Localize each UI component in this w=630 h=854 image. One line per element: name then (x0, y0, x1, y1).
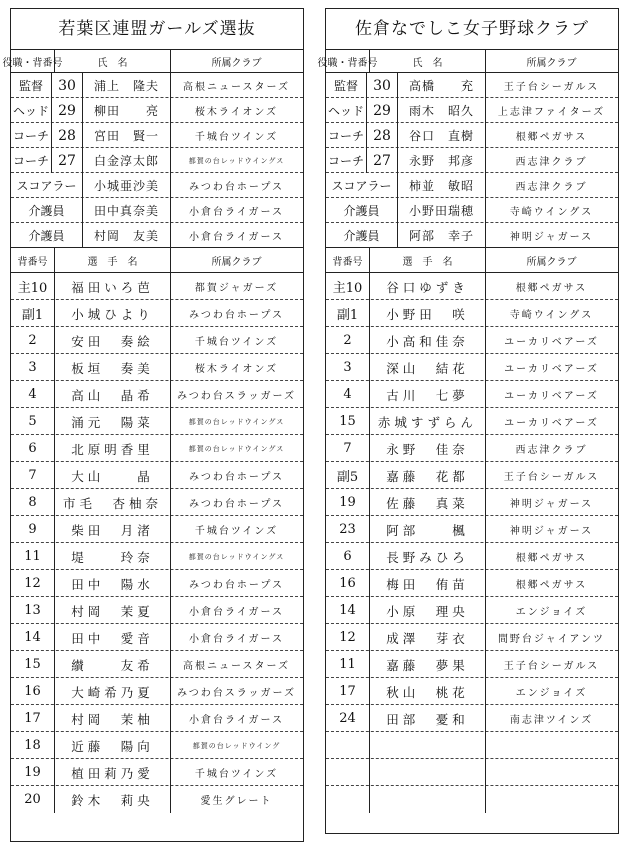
roster-table-right (317, 8, 619, 834)
staff-number: 30 (58, 77, 76, 94)
staff-row (326, 73, 618, 98)
staff-name: 永野 邦彦 (398, 148, 486, 173)
staff-number: 28 (373, 127, 391, 144)
staff-row (326, 98, 618, 123)
column-header: 背番号 (326, 248, 370, 272)
player-row (326, 327, 618, 354)
staff-role-number (326, 73, 398, 98)
player-row (326, 462, 618, 489)
player-number: 6 (326, 543, 370, 570)
player-name: 鈴木 莉央 (55, 786, 171, 813)
player-row (11, 435, 303, 462)
staff-role-number (326, 98, 398, 123)
staff-row (11, 198, 303, 223)
player-number: 17 (11, 705, 55, 732)
player-row (11, 273, 303, 300)
player-club: 高根ニュースターズ (183, 661, 290, 672)
staff-number: 27 (373, 152, 391, 169)
player-number (326, 759, 370, 786)
player-number (326, 732, 370, 759)
player-club: 千城台ツインズ (194, 769, 279, 780)
player-name: 村岡 茉夏 (55, 597, 171, 624)
player-name: 長野みひろ (370, 543, 486, 570)
player-club: 根郷ペガサス (515, 553, 588, 564)
player-name: 嘉藤 花都 (370, 462, 486, 489)
staff-club: 小倉台ライガース (189, 232, 284, 243)
staff-header-row (2, 50, 303, 73)
player-club: 王子台シーガルス (503, 661, 600, 672)
staff-role-number (11, 98, 83, 123)
staff-role: コーチ (11, 148, 52, 173)
player-club: 王子台シーガルス (503, 472, 600, 483)
player-club: 桜木ライオンズ (194, 364, 279, 375)
player-club: ユーカリベアーズ (504, 364, 599, 375)
player-club: ユーカリベアーズ (504, 391, 599, 402)
staff-club: 桜木ライオンズ (194, 107, 279, 118)
player-number: 11 (11, 543, 55, 570)
staff-number: 28 (58, 127, 76, 144)
staff-role: コーチ (326, 123, 367, 148)
staff-row (11, 148, 303, 173)
player-name: 纉 友希 (55, 651, 171, 678)
player-number: 16 (326, 570, 370, 597)
player-number: 12 (326, 624, 370, 651)
player-name: 梅田 侑苗 (370, 570, 486, 597)
player-club: 間野台ジャイアンツ (497, 634, 606, 645)
staff-club: 神明ジャガース (509, 232, 594, 243)
player-row (326, 354, 618, 381)
player-name: 小原 理央 (370, 597, 486, 624)
staff-name: 田中真奈美 (83, 198, 171, 223)
player-row (11, 597, 303, 624)
staff-number: 27 (58, 152, 76, 169)
player-row (326, 732, 618, 759)
player-club: エンジョイズ (515, 688, 588, 699)
staff-role: 介護員 (326, 198, 398, 223)
player-number: 24 (326, 705, 370, 732)
player-name: 小野田 咲 (370, 300, 486, 327)
player-row (11, 732, 303, 759)
player-name: 高山 晶希 (55, 381, 171, 408)
player-club: 都賀の台レッドウイング (192, 741, 281, 750)
player-row (326, 435, 618, 462)
player-name: 堤 玲奈 (55, 543, 171, 570)
player-number: 20 (11, 786, 55, 813)
player-number: 7 (11, 462, 55, 489)
player-number: 12 (11, 570, 55, 597)
player-row (326, 597, 618, 624)
player-number: 副1 (11, 300, 55, 327)
player-number: 主10 (11, 273, 55, 300)
player-row (11, 678, 303, 705)
player-name: 赤城すずらん (370, 408, 486, 435)
player-row (11, 354, 303, 381)
team-title: 佐倉なでしこ女子野球クラブ (326, 9, 618, 50)
player-number: 23 (326, 516, 370, 543)
player-name: 嘉藤 夢果 (370, 651, 486, 678)
player-row (11, 516, 303, 543)
player-name: 涌元 陽菜 (55, 408, 171, 435)
player-row (326, 381, 618, 408)
staff-club: 西志津クラブ (515, 157, 588, 168)
player-number: 5 (11, 408, 55, 435)
column-header: 所属クラブ (526, 57, 577, 69)
staff-number: 29 (373, 102, 391, 119)
player-number: 16 (11, 678, 55, 705)
staff-role-number (326, 123, 398, 148)
staff-row (11, 98, 303, 123)
column-header: 所属クラブ (526, 256, 577, 268)
player-name: 村岡 茉柚 (55, 705, 171, 732)
player-number: 主10 (326, 273, 370, 300)
staff-row (11, 223, 303, 248)
staff-row (326, 198, 618, 223)
player-club: みつわ台ホープス (189, 580, 284, 591)
staff-role: スコアラー (326, 173, 398, 198)
staff-name: 村岡 友美 (83, 223, 171, 248)
player-club: 根郷ペガサス (515, 283, 588, 294)
player-row (326, 489, 618, 516)
player-row (326, 273, 618, 300)
staff-role: コーチ (11, 123, 52, 148)
player-number: 副1 (326, 300, 370, 327)
player-club: 千城台ツインズ (194, 526, 279, 537)
player-number: 2 (11, 327, 55, 354)
player-row (11, 381, 303, 408)
player-club: 都賀の台レッドウイングス (188, 444, 285, 453)
staff-name: 高橋 充 (398, 73, 486, 98)
staff-club: 根郷ペガサス (515, 132, 588, 143)
column-header: 選 手 名 (55, 248, 171, 272)
staff-club: 小倉台ライガース (189, 207, 284, 218)
player-name (370, 786, 486, 813)
player-number: 2 (326, 327, 370, 354)
player-club: 都賀ジャガーズ (194, 283, 279, 294)
player-name: 小高和佳奈 (370, 327, 486, 354)
player-club: みつわ台ホープス (189, 310, 284, 321)
player-row (11, 624, 303, 651)
player-club: 愛生グレート (200, 796, 273, 807)
staff-role: 介護員 (11, 198, 83, 223)
player-name: 近藤 陽向 (55, 732, 171, 759)
player-club (486, 759, 617, 786)
player-number: 9 (11, 516, 55, 543)
player-name: 市毛 杏柚奈 (55, 489, 171, 516)
staff-row (326, 223, 618, 248)
player-number: 13 (11, 597, 55, 624)
staff-name: 阿部 幸子 (398, 223, 486, 248)
player-row (326, 624, 618, 651)
staff-name: 柳田 亮 (83, 98, 171, 123)
staff-name: 小城亜沙美 (83, 173, 171, 198)
player-club: 神明ジャガース (509, 526, 594, 537)
staff-club: 都賀の台レッドウイングス (188, 156, 285, 165)
staff-row (326, 148, 618, 173)
player-number: 8 (11, 489, 55, 516)
player-row (326, 759, 618, 786)
staff-role-number (11, 73, 83, 98)
staff-name: 浦上 隆夫 (83, 73, 171, 98)
staff-role-number (11, 148, 83, 173)
player-club: 寺崎ウイングス (509, 310, 594, 321)
player-name: 田中 陽水 (55, 570, 171, 597)
player-name: 小城ひより (55, 300, 171, 327)
player-name: 永野 佳奈 (370, 435, 486, 462)
player-club: みつわ台スラッガーズ (176, 391, 297, 402)
player-number: 3 (11, 354, 55, 381)
staff-club: 上志津ファイターズ (497, 107, 606, 118)
player-row (326, 543, 618, 570)
staff-name: 雨木 昭久 (398, 98, 486, 123)
roster-table-left (2, 8, 304, 842)
player-row (326, 651, 618, 678)
player-name: 阿部 楓 (370, 516, 486, 543)
player-header-row (326, 248, 618, 273)
staff-number: 30 (373, 77, 391, 94)
player-name: 秋山 桃花 (370, 678, 486, 705)
staff-header-row (317, 50, 618, 73)
player-club: 南志津ツインズ (509, 715, 594, 726)
player-club (486, 786, 617, 813)
player-club (486, 732, 617, 759)
player-name: 田部 憂和 (370, 705, 486, 732)
staff-club: 寺崎ウイングス (509, 207, 594, 218)
player-club: 根郷ペガサス (515, 580, 588, 591)
column-header: 所属クラブ (211, 256, 262, 268)
player-row (11, 570, 303, 597)
staff-role: 介護員 (326, 223, 398, 248)
staff-role: 監督 (326, 73, 367, 98)
player-number: 17 (326, 678, 370, 705)
staff-role: ヘッド (11, 98, 52, 123)
player-club: エンジョイズ (515, 607, 588, 618)
player-row (326, 570, 618, 597)
player-name: 田中 愛音 (55, 624, 171, 651)
column-header: 選 手 名 (370, 248, 486, 272)
player-row (326, 300, 618, 327)
player-club: 小倉台ライガース (189, 634, 284, 645)
staff-name: 小野田瑞穂 (398, 198, 486, 223)
player-name: 北原明香里 (55, 435, 171, 462)
player-row (11, 759, 303, 786)
player-row (11, 543, 303, 570)
player-number: 3 (326, 354, 370, 381)
player-name: 福田いろ芭 (55, 273, 171, 300)
staff-row (11, 123, 303, 148)
player-number: 副5 (326, 462, 370, 489)
staff-club: 西志津クラブ (515, 182, 588, 193)
staff-role-number (11, 123, 83, 148)
player-number: 7 (326, 435, 370, 462)
player-number: 4 (326, 381, 370, 408)
player-club: 小倉台ライガース (189, 715, 284, 726)
staff-name: 宮田 賢一 (83, 123, 171, 148)
column-header: 氏 名 (370, 50, 486, 72)
staff-row (11, 173, 303, 198)
player-club: 西志津クラブ (515, 445, 588, 456)
player-number (326, 786, 370, 813)
team-title: 若葉区連盟ガールズ選抜 (11, 9, 303, 50)
player-name: 成澤 芽衣 (370, 624, 486, 651)
column-header: 役職・背番号 (11, 50, 55, 72)
player-name: 植田莉乃愛 (55, 759, 171, 786)
column-header: 氏 名 (55, 50, 171, 72)
player-club: みつわ台ホープス (189, 499, 284, 510)
player-club: ユーカリベアーズ (504, 418, 599, 429)
player-number: 15 (326, 408, 370, 435)
staff-role: スコアラー (11, 173, 83, 198)
player-number: 4 (11, 381, 55, 408)
staff-row (326, 123, 618, 148)
player-club: 都賀の台レッドウイングス (188, 417, 285, 426)
player-number: 6 (11, 435, 55, 462)
player-row (11, 327, 303, 354)
player-club: みつわ台ホープス (189, 472, 284, 483)
player-name: 安田 奏絵 (55, 327, 171, 354)
player-club: 都賀の台レッドウイングス (188, 552, 285, 561)
player-header-row (11, 248, 303, 273)
player-row (326, 705, 618, 732)
player-name: 古川 七夢 (370, 381, 486, 408)
staff-number: 29 (58, 102, 76, 119)
staff-club: みつわ台ホープス (189, 182, 284, 193)
staff-row (326, 173, 618, 198)
player-row (326, 408, 618, 435)
player-name: 柴田 月渚 (55, 516, 171, 543)
staff-role: ヘッド (326, 98, 367, 123)
player-number: 14 (326, 597, 370, 624)
player-name: 深山 結花 (370, 354, 486, 381)
column-header: 所属クラブ (211, 57, 262, 69)
player-club: 千城台ツインズ (194, 337, 279, 348)
player-number: 19 (326, 489, 370, 516)
player-row (326, 678, 618, 705)
staff-club: 高根ニュースターズ (183, 82, 290, 93)
player-club: ユーカリベアーズ (504, 337, 599, 348)
player-club: 小倉台ライガース (189, 607, 284, 618)
player-name (370, 759, 486, 786)
player-club: みつわ台スラッガーズ (176, 688, 297, 699)
staff-name: 白金淳太郎 (83, 148, 171, 173)
staff-role: コーチ (326, 148, 367, 173)
player-name: 佐藤 真菜 (370, 489, 486, 516)
staff-name: 柿並 敏昭 (398, 173, 486, 198)
player-number: 18 (11, 732, 55, 759)
player-club: 神明ジャガース (509, 499, 594, 510)
staff-row (11, 73, 303, 98)
player-number: 19 (11, 759, 55, 786)
staff-club: 王子台シーガルス (503, 82, 600, 93)
player-number: 11 (326, 651, 370, 678)
player-row (326, 516, 618, 543)
player-row (11, 462, 303, 489)
player-name: 谷口ゆずき (370, 273, 486, 300)
staff-role-number (326, 148, 398, 173)
player-number: 14 (11, 624, 55, 651)
player-row (11, 300, 303, 327)
player-row (326, 786, 618, 813)
player-row (11, 705, 303, 732)
player-row (11, 408, 303, 435)
column-header: 背番号 (11, 248, 55, 272)
player-name: 大崎希乃夏 (55, 678, 171, 705)
staff-name: 谷口 直樹 (398, 123, 486, 148)
player-row (11, 651, 303, 678)
staff-role: 監督 (11, 73, 52, 98)
staff-club: 千城台ツインズ (194, 132, 279, 143)
player-row (11, 786, 303, 813)
player-name: 板垣 奏美 (55, 354, 171, 381)
player-name: 大山 晶 (55, 462, 171, 489)
player-name (370, 732, 486, 759)
staff-role: 介護員 (11, 223, 83, 248)
player-row (11, 489, 303, 516)
column-header: 役職・背番号 (326, 50, 370, 72)
player-number: 15 (11, 651, 55, 678)
